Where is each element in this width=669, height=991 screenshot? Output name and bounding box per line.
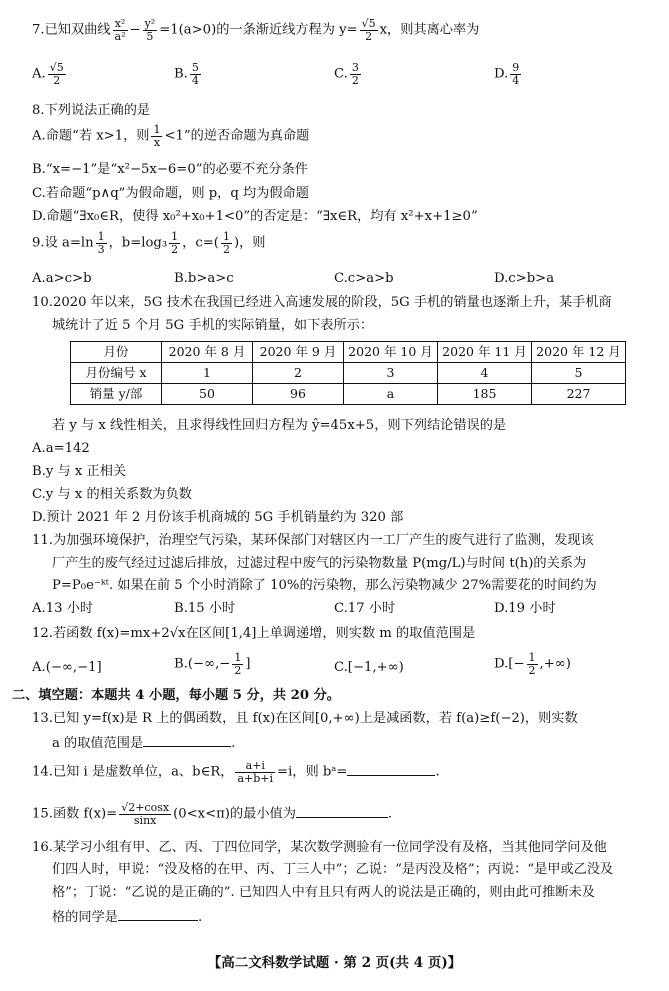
q9-option-c: C.c>a>b xyxy=(334,271,394,286)
table-cell: 销量 y/部 xyxy=(71,384,162,405)
table-cell: 1 xyxy=(162,363,253,384)
q7-tail: x，则其离心率为 xyxy=(379,22,480,38)
answer-blank xyxy=(118,908,198,921)
q8-option-d: D.命题“∃x₀∈R，使得 x₀²+x₀+1<0”的否定是：“∃x∈R，均有 x²+x+1≥0” xyxy=(32,209,478,224)
q9-option-a: A.a>c>b xyxy=(32,271,92,286)
table-cell: 2020 年 10 月 xyxy=(344,342,438,363)
question-16-line-2: 们四人时，甲说：“没及格的在甲、丙、丁三人中”；乙说：“是丙没及格”；丙说：“是甲或乙没及 xyxy=(52,862,614,877)
table-cell: 2020 年 12 月 xyxy=(532,342,626,363)
question-7-stem: 7.已知双曲线 $\frac{\text{x²}}{\text{a²}}$ − $\frac{\text{y²}}{5}$ =1(a>0)的一条渐近线方程为 y= $\frac{√5}{2}$ x，则其离心率为 xyxy=(32,17,480,43)
q10-option-a: A.a=142 xyxy=(32,441,90,456)
q7-frac-y2-5: $\frac{\text{y²}}{5}$ xyxy=(144,17,156,43)
q7-option-b: B. $\frac{5}{4}$ xyxy=(174,61,199,87)
table-cell: 2 xyxy=(253,363,344,384)
question-16-line-4: 格的同学是 . xyxy=(52,910,203,925)
q7-eq-tail: =1(a>0)的一条渐近线方程为 y= xyxy=(159,22,358,38)
question-13-line-2: a 的取值范围是 . xyxy=(52,736,236,751)
table-cell: 185 xyxy=(438,384,532,405)
q10-option-b: B.y 与 x 正相关 xyxy=(32,464,127,479)
q11-option-b: B.15 小时 xyxy=(174,601,236,616)
table-cell: 2020 年 9 月 xyxy=(253,342,344,363)
table-row xyxy=(71,342,626,363)
table-cell: 50 xyxy=(162,384,253,405)
q10-option-c: C.y 与 x 的相关系数为负数 xyxy=(32,487,192,502)
question-10-line-2: 城统计了近 5 个月 5G 手机的实际销量，如下表所示： xyxy=(52,318,374,333)
question-9-stem: 9.设 a=ln $\frac{1}{3}$ ，b=log₃ $\frac{1}{2}$ ，c=( $\frac{1}{2}$ )，则 xyxy=(32,230,266,256)
question-10-line-3: 若 y 与 x 线性相关，且求得线性回归方程为 ŷ=45x+5，则下列结论错误的是 xyxy=(52,418,507,433)
page-footer: 【高二文科数学试题 · 第 2 页(共 4 页)】 xyxy=(207,955,462,971)
q7-options xyxy=(32,62,642,98)
q7-option-a: A. $\frac{√5}{2}$ xyxy=(32,61,64,87)
q8-option-b: B.“x=−1”是“x²−5x−6=0”的必要不充分条件 xyxy=(32,162,308,177)
table-cell: 月份编号 x xyxy=(71,363,162,384)
question-10-line-1: 10.2020 年以来，5G 技术在我国已经进入高速发展的阶段，5G 手机的销量也逐渐上升，某手机商 xyxy=(32,295,612,310)
table-cell: 2020 年 11 月 xyxy=(438,342,532,363)
q7-option-d: D. $\frac{9}{4}$ xyxy=(494,61,520,87)
table-cell: 96 xyxy=(253,384,344,405)
q8-option-a: A.命题“若 x>1，则 $\frac{1}{x}$ <1”的逆否命题为真命题 xyxy=(32,123,310,149)
q9-option-b: B.b>a>c xyxy=(174,271,234,286)
question-15: 15.函数 f(x)= $\frac{√2+\cos x}{\sin x}$ (0<x<π)的最小值为 . xyxy=(32,801,393,827)
sales-table xyxy=(70,341,626,405)
answer-blank xyxy=(347,763,435,776)
q12-option-d: D.[− $\frac{1}{2}$ ,+∞) xyxy=(494,651,571,677)
table-row xyxy=(71,363,626,384)
q7-prefix: 7.已知双曲线 xyxy=(32,22,111,38)
section-2-title: 二、填空题：本题共 4 小题，每小题 5 分，共 20 分。 xyxy=(12,688,340,703)
question-14: 14.已知 i 是虚数单位，a、b∈R， $\frac{a+i}{a+b+i}$ =i，则 bᵃ= . xyxy=(32,759,440,785)
q12-option-a: A.(−∞,−1] xyxy=(32,660,102,675)
question-11-line-1: 11.为加强环境保护，治理空气污染，某环保部门对辖区内一工厂产生的废气进行了监测，发现该 xyxy=(32,533,594,548)
table-cell: 4 xyxy=(438,363,532,384)
answer-blank xyxy=(143,734,231,747)
question-11-line-2: 厂产生的废气经过过滤后排放，过滤过程中废气的污染物数量 P(mg/L)与时间 t(h)的关系为 xyxy=(52,556,587,571)
q12-option-c: C.[−1,+∞) xyxy=(334,660,404,675)
q7-option-c: C. $\frac{3}{2}$ xyxy=(334,61,359,87)
q9-option-d: D.c>b>a xyxy=(494,271,555,286)
table-cell: 5 xyxy=(532,363,626,384)
question-11-line-3: P=P₀e⁻ᵏᵗ. 如果在前 5 个小时消除了 10%的污染物，那么污染物减少 27%需要花的时间约为 xyxy=(52,578,597,593)
q12-option-b: B.(−∞,− $\frac{1}{2}$ ] xyxy=(174,651,251,677)
q12-options xyxy=(32,652,642,688)
q7-frac-x2-a2: $\frac{\text{x²}}{\text{a²}}$ xyxy=(114,17,126,43)
q11-option-c: C.17 小时 xyxy=(334,601,396,616)
table-cell: 227 xyxy=(532,384,626,405)
table-cell: 3 xyxy=(344,363,438,384)
question-8-stem: 8.下列说法正确的是 xyxy=(32,103,151,118)
answer-blank xyxy=(296,805,388,818)
q8-option-c: C.若命题“p∧q”为假命题，则 p，q 均为假命题 xyxy=(32,186,309,201)
table-cell: 月份 xyxy=(71,342,162,363)
table-cell: 2020 年 8 月 xyxy=(162,342,253,363)
q11-option-a: A.13 小时 xyxy=(32,601,94,616)
q7-frac-sqrt5-2: $\frac{√5}{2}$ xyxy=(361,17,376,43)
table-row xyxy=(71,384,626,405)
question-13-line-1: 13.已知 y=f(x)是 R 上的偶函数，且 f(x)在区间[0,+∞)上是减函数，若 f(a)≥f(−2)，则实数 xyxy=(32,711,578,726)
table-cell: a xyxy=(344,384,438,405)
question-16-line-3: 格”；丁说：“乙说的是正确的”. 已知四人中有且只有两人的说法是正确的，则由此可推断未及 xyxy=(52,885,595,900)
q11-option-d: D.19 小时 xyxy=(494,601,556,616)
q10-option-d: D.预计 2021 年 2 月份该手机商城的 5G 手机销量约为 320 部 xyxy=(32,510,404,525)
question-12-stem: 12.若函数 f(x)=mx+2√x在区间[1,4]上单调递增，则实数 m 的取值范围是 xyxy=(32,626,476,641)
question-16-line-1: 16.某学习小组有甲、乙、丙、丁四位同学，某次数学测验有一位同学没有及格，当其他同学问及他 xyxy=(32,840,607,855)
